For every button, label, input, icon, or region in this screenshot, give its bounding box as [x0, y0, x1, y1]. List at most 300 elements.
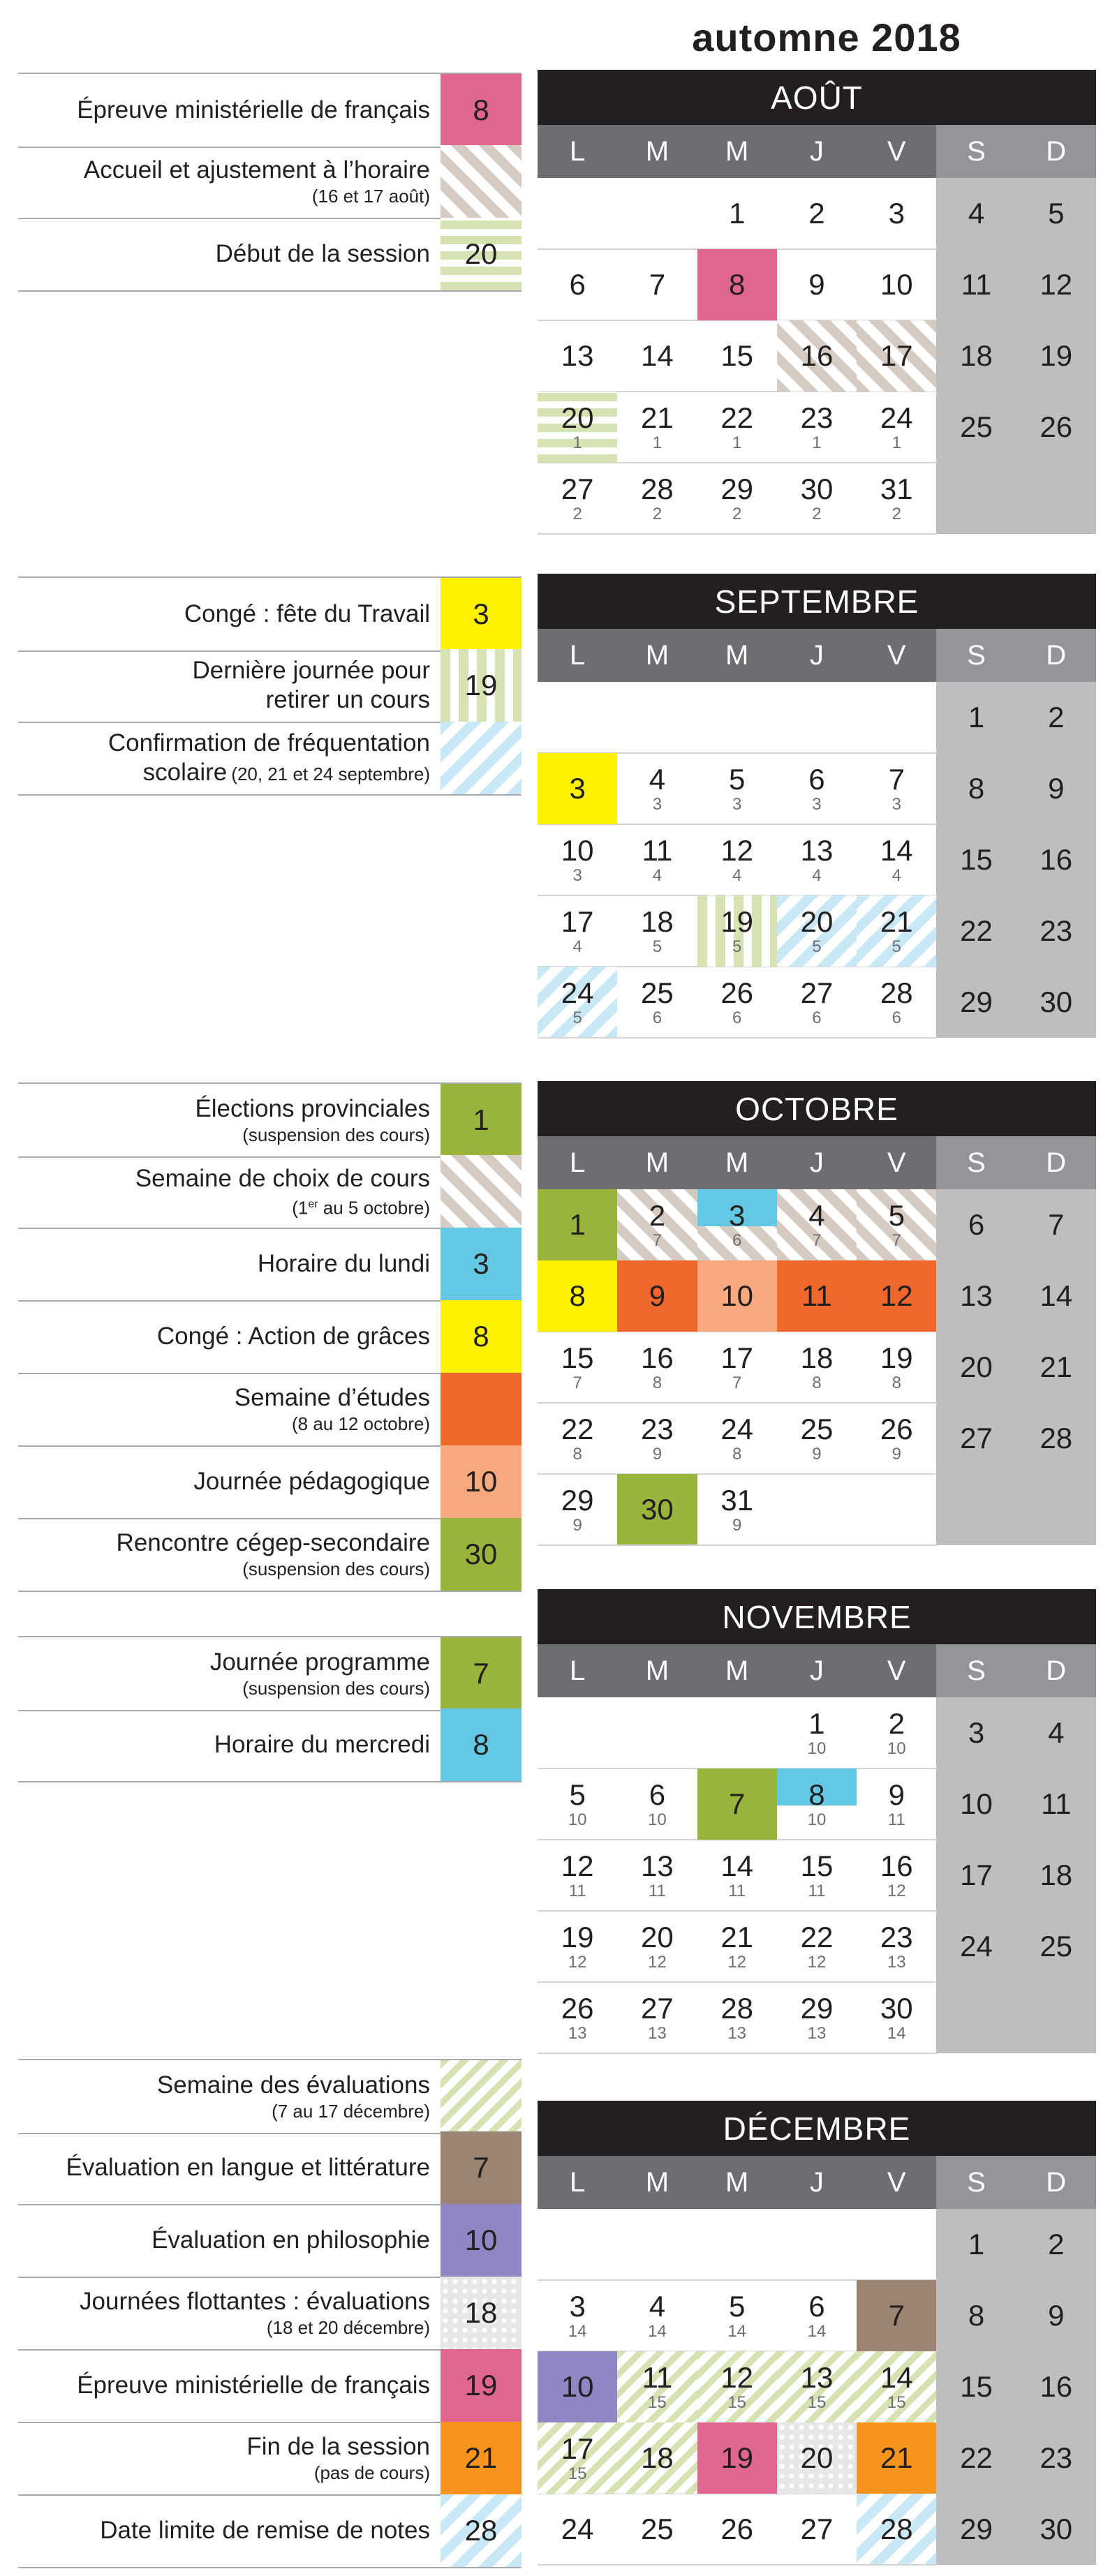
day-number: 19 [880, 1341, 913, 1374]
day-number: 17 [561, 2432, 594, 2465]
legend-swatch-number: 20 [464, 237, 498, 270]
day-cell [697, 249, 777, 320]
weekday-header: M [697, 2156, 777, 2209]
legend-swatch [441, 1300, 521, 1373]
day-number: 8 [569, 1279, 586, 1312]
weekday-header-row [538, 2156, 1096, 2209]
day-cell [697, 1982, 777, 2053]
day-number: 1 [729, 197, 746, 230]
legend-swatch-number: 8 [473, 1320, 489, 1353]
legend-label [18, 145, 430, 218]
day-cell [1016, 1840, 1096, 1911]
legend-item [18, 2277, 521, 2351]
legend-item [18, 73, 521, 148]
day-number: 20 [960, 1350, 993, 1383]
day-number: 21 [880, 2441, 913, 2474]
day-number: 5 [1048, 197, 1065, 230]
day-number: 28 [880, 976, 913, 1009]
day-number: 15 [720, 339, 754, 372]
day-cell [1016, 178, 1096, 249]
day-number: 25 [641, 2512, 674, 2545]
legend-item [18, 145, 521, 219]
day-cell [617, 1260, 697, 1332]
day-number: 13 [960, 1279, 993, 1312]
day-cell [1016, 1911, 1096, 1982]
month-bottom-line [538, 533, 937, 535]
week-number: 8 [892, 1373, 901, 1392]
day-cell [1016, 2209, 1096, 2280]
day-cell [697, 967, 777, 1038]
day-cell [697, 1769, 777, 1840]
week-number: 8 [572, 1445, 582, 1464]
day-number: 28 [720, 1992, 754, 2025]
legend-text: Dernière journée pour [192, 657, 430, 684]
month-bottom-line [538, 1544, 937, 1546]
day-number: 6 [968, 1208, 985, 1241]
week-number: 15 [648, 2393, 667, 2412]
week-number: 9 [572, 1516, 582, 1535]
day-number: 14 [641, 339, 674, 372]
legend-swatch-number: 10 [464, 2224, 498, 2256]
day-number: 13 [641, 1849, 674, 1882]
day-number: 26 [880, 1413, 913, 1445]
day-number: 8 [968, 772, 985, 805]
day-cell [538, 895, 617, 967]
day-number: 26 [1040, 410, 1073, 443]
week-number: 13 [727, 2024, 747, 2043]
day-cell [697, 1260, 777, 1332]
day-number: 10 [880, 268, 913, 301]
day-cell [936, 967, 1016, 1038]
day-cell [1016, 1403, 1096, 1474]
day-cell [617, 320, 697, 392]
day-cell [1016, 967, 1096, 1038]
day-cell [538, 1982, 617, 2053]
week-number: 6 [732, 1008, 742, 1027]
weekday-header: M [617, 1136, 697, 1189]
week-number: 3 [572, 866, 582, 885]
day-number: 18 [800, 1341, 834, 1374]
month-title: AOÛT [538, 70, 1096, 125]
day-cell [777, 1189, 857, 1260]
legend-item [18, 2349, 521, 2423]
day-cell [936, 1697, 1016, 1769]
day-cell [857, 249, 936, 320]
day-cell [538, 967, 617, 1038]
day-number: 27 [561, 472, 594, 505]
day-number: 10 [720, 1279, 754, 1312]
day-number: 11 [961, 268, 992, 301]
day-number: 3 [729, 1199, 746, 1232]
legend-item [18, 2422, 521, 2496]
legend-subtext-part: au 5 octobre) [318, 1197, 430, 1219]
legend-subtext: (suspension des cours) [242, 1678, 430, 1699]
week-number: 9 [732, 1516, 742, 1535]
day-cell [1016, 320, 1096, 392]
week-number: 1 [812, 433, 822, 452]
day-cell [617, 249, 697, 320]
day-number: 24 [880, 401, 913, 434]
day-number: 28 [880, 2512, 913, 2545]
day-cell [777, 824, 857, 895]
legend-swatch [441, 1228, 521, 1300]
month-calendar [538, 1589, 1096, 2053]
legend-item [18, 1373, 521, 1447]
day-cell [617, 895, 697, 967]
day-cell [1016, 1260, 1096, 1332]
week-number: 1 [732, 433, 742, 452]
day-number: 6 [808, 763, 825, 796]
legend-swatch-number: 7 [473, 2151, 489, 2184]
legend-swatch-number: 3 [473, 1247, 489, 1280]
day-cell [538, 1474, 617, 1545]
day-cell [857, 895, 936, 967]
day-cell [936, 1911, 1016, 1982]
week-number: 9 [812, 1445, 822, 1464]
day-cell [697, 1332, 777, 1403]
day-number: 8 [808, 1778, 825, 1811]
day-cell [617, 824, 697, 895]
day-number: 8 [968, 2299, 985, 2332]
legend-subtext: (18 et 20 décembre) [266, 2317, 430, 2338]
day-number: 11 [642, 834, 673, 867]
legend-swatch-number: 8 [473, 94, 489, 126]
week-number: 11 [808, 1882, 826, 1900]
day-number: 30 [1040, 985, 1073, 1018]
day-number: 8 [729, 268, 746, 301]
weekday-header: D [1016, 1644, 1096, 1697]
day-number: 22 [720, 401, 754, 434]
legend-subtext: (7 au 17 décembre) [272, 2101, 430, 2122]
day-cell [777, 2351, 857, 2422]
legend-text: Journée pédagogique [193, 1468, 430, 1495]
legend-swatch [441, 2277, 521, 2349]
week-number: 6 [732, 1231, 742, 1250]
day-cell [697, 1911, 777, 1982]
legend-swatch [441, 2349, 521, 2422]
month-title: OCTOBRE [538, 1081, 1096, 1136]
day-cell [857, 1982, 936, 2053]
legend-text: Semaine d’études [234, 1384, 430, 1411]
day-number: 22 [561, 1413, 594, 1445]
day-number: 24 [720, 1413, 754, 1445]
day-cell [1016, 392, 1096, 463]
week-number: 7 [892, 1231, 901, 1250]
day-number: 12 [880, 1279, 913, 1312]
day-cell [617, 967, 697, 1038]
day-number: 22 [960, 2441, 993, 2474]
legend-item [18, 2059, 521, 2134]
legend-swatch [441, 1518, 521, 1591]
weekday-header: D [1016, 2156, 1096, 2209]
legend-swatch [441, 1637, 521, 1710]
day-cell [617, 753, 697, 824]
week-number: 14 [727, 2322, 747, 2341]
day-cell [617, 2280, 697, 2351]
day-cell [1016, 895, 1096, 967]
day-cell [777, 1332, 857, 1403]
week-number: 5 [732, 937, 742, 956]
day-cell [538, 392, 617, 463]
day-number: 21 [641, 401, 674, 434]
legend-subtext: (suspension des cours) [242, 1124, 430, 1145]
day-cell [697, 178, 777, 249]
day-number: 5 [729, 2290, 746, 2323]
month-grid [538, 2209, 1096, 2565]
week-number: 2 [652, 505, 663, 523]
day-number: 17 [960, 1859, 993, 1891]
day-cell [538, 2422, 617, 2494]
day-number: 31 [880, 472, 913, 505]
week-number: 13 [568, 2024, 587, 2043]
day-cell [777, 753, 857, 824]
legend-text-line2 [266, 685, 430, 715]
day-number: 23 [1040, 2441, 1073, 2474]
day-number: 6 [649, 1778, 666, 1811]
week-number: 6 [892, 1008, 901, 1027]
legend-swatch-number: 30 [464, 1538, 498, 1570]
day-number: 25 [1040, 1930, 1073, 1963]
day-cell [1016, 1697, 1096, 1769]
week-number: 4 [652, 866, 663, 885]
day-cell [857, 2422, 936, 2494]
day-number: 29 [561, 1484, 594, 1517]
day-cell [617, 392, 697, 463]
day-cell [857, 2280, 936, 2351]
week-number: 13 [648, 2024, 667, 2043]
day-number: 26 [720, 976, 754, 1009]
legend-swatch-number: 19 [464, 669, 498, 701]
weekday-header: S [936, 125, 1016, 178]
week-number: 1 [892, 433, 901, 452]
day-cell [936, 178, 1016, 249]
day-cell [936, 753, 1016, 824]
legend-label [18, 1445, 430, 1518]
day-cell [617, 1982, 697, 2053]
legend-swatch [441, 2422, 521, 2494]
legend-subtext: (20, 21 et 24 septembre) [231, 764, 430, 784]
day-number: 30 [641, 1493, 674, 1526]
day-cell [617, 2351, 697, 2422]
day-number: 11 [801, 1279, 832, 1312]
weekday-header: V [857, 629, 936, 682]
day-number: 30 [800, 472, 834, 505]
day-number: 18 [641, 2441, 674, 2474]
month-title: DÉCEMBRE [538, 2101, 1096, 2156]
legend-label [18, 1373, 430, 1445]
legend-item [18, 1228, 521, 1302]
day-number: 19 [720, 905, 754, 938]
day-cell [936, 895, 1016, 967]
weekday-header: S [936, 629, 1016, 682]
day-number: 16 [1040, 2370, 1073, 2403]
day-number: 12 [561, 1849, 594, 1882]
day-number: 19 [561, 1921, 594, 1953]
week-number: 8 [732, 1445, 742, 1464]
day-cell [857, 463, 936, 534]
week-number: 3 [652, 795, 663, 814]
legend-item [18, 2204, 521, 2278]
week-number: 12 [727, 1953, 747, 1972]
legend-label [18, 2131, 430, 2204]
day-cell [697, 2280, 777, 2351]
day-cell [1016, 249, 1096, 320]
day-cell [777, 1769, 857, 1840]
day-cell [936, 2351, 1016, 2422]
day-number: 12 [720, 834, 754, 867]
legend-swatch-number: 10 [464, 1465, 498, 1498]
legend-swatch [441, 722, 521, 794]
day-number: 18 [960, 339, 993, 372]
legend-label [18, 2204, 430, 2277]
legend-swatch-number: 7 [473, 1657, 489, 1690]
day-number: 3 [968, 1716, 985, 1749]
legend-label [18, 578, 430, 650]
weekday-header-row [538, 1136, 1096, 1189]
day-cell [538, 1911, 617, 1982]
day-number: 25 [960, 410, 993, 443]
day-number: 1 [808, 1707, 825, 1740]
day-cell [538, 249, 617, 320]
weekday-header: M [617, 125, 697, 178]
week-number: 7 [572, 1373, 582, 1392]
day-number: 7 [888, 2299, 905, 2332]
legend-label [18, 1708, 430, 1781]
week-number: 7 [652, 1231, 663, 1250]
day-cell [697, 392, 777, 463]
day-number: 12 [720, 2361, 754, 2394]
week-number: 3 [892, 795, 901, 814]
day-cell [538, 1189, 617, 1260]
legend-text-line2 [143, 758, 430, 787]
legend-swatch [441, 2131, 521, 2204]
day-cell [697, 463, 777, 534]
day-cell [857, 1769, 936, 1840]
day-cell [617, 1332, 697, 1403]
day-number: 28 [641, 472, 674, 505]
week-number: 12 [887, 1882, 906, 1900]
legend-text: Confirmation de fréquentation [108, 729, 430, 757]
weekday-header: J [777, 1136, 857, 1189]
legend-item [18, 649, 521, 723]
day-cell [857, 824, 936, 895]
day-number: 23 [800, 401, 834, 434]
day-cell [936, 2280, 1016, 2351]
legend-label [18, 1300, 430, 1373]
weekday-header: M [617, 2156, 697, 2209]
week-number: 10 [568, 1810, 587, 1829]
day-number: 15 [561, 1341, 594, 1374]
week-number: 14 [648, 2322, 667, 2341]
weekday-header: S [936, 1136, 1016, 1189]
day-number: 25 [800, 1413, 834, 1445]
week-number: 15 [568, 2464, 587, 2483]
day-number: 18 [641, 905, 674, 938]
legend-text: Rencontre cégep-secondaire [116, 1529, 430, 1556]
month-calendar [538, 2101, 1096, 2565]
weekday-header: V [857, 125, 936, 178]
day-number: 25 [641, 976, 674, 1009]
legend-text: Semaine de choix de cours [135, 1164, 430, 1192]
day-cell [857, 1697, 936, 1769]
weekday-header: D [1016, 1136, 1096, 1189]
day-number: 9 [888, 1778, 905, 1811]
day-cell [936, 392, 1016, 463]
week-number: 3 [812, 795, 822, 814]
day-cell [617, 1911, 697, 1982]
legend-label [18, 2277, 430, 2349]
day-cell [857, 178, 936, 249]
weekday-header: M [697, 1136, 777, 1189]
legend-label [18, 2494, 430, 2567]
day-cell [777, 1840, 857, 1911]
legend-label [18, 1155, 430, 1228]
day-number: 6 [569, 268, 586, 301]
day-cell [617, 1403, 697, 1474]
weekday-header: J [777, 125, 857, 178]
day-cell [1016, 1332, 1096, 1403]
weekday-header: V [857, 1136, 936, 1189]
weekday-header: M [697, 1644, 777, 1697]
week-number: 2 [892, 505, 901, 523]
weekday-header: M [617, 629, 697, 682]
day-number: 14 [880, 2361, 913, 2394]
weekday-header: V [857, 1644, 936, 1697]
week-number: 12 [568, 1953, 587, 1972]
day-cell [936, 2494, 1016, 2565]
legend-item [18, 722, 521, 796]
month-bottom-line [538, 1037, 937, 1038]
day-number: 10 [561, 834, 594, 867]
day-number: 2 [888, 1707, 905, 1740]
weekday-header: D [1016, 629, 1096, 682]
day-cell [617, 2494, 697, 2565]
weekday-header: M [697, 125, 777, 178]
day-cell [617, 1840, 697, 1911]
week-number: 4 [892, 866, 901, 885]
day-cell [538, 824, 617, 895]
month-bottom-line [538, 2053, 937, 2054]
week-number: 15 [727, 2393, 747, 2412]
day-number: 10 [960, 1787, 993, 1820]
day-cell [777, 392, 857, 463]
legend-label [18, 722, 430, 794]
day-cell [936, 1769, 1016, 1840]
weekday-header-row [538, 629, 1096, 682]
legend-swatch [441, 145, 521, 218]
day-number: 23 [880, 1921, 913, 1953]
day-cell [857, 753, 936, 824]
legend-subtext: (suspension des cours) [242, 1558, 430, 1579]
day-number: 7 [888, 763, 905, 796]
day-cell [936, 1189, 1016, 1260]
week-number: 5 [892, 937, 901, 956]
week-number: 4 [812, 866, 822, 885]
day-cell [936, 320, 1016, 392]
day-cell [936, 824, 1016, 895]
day-cell [857, 1911, 936, 1982]
legend-text: Épreuve ministérielle de français [77, 2372, 430, 2399]
legend-swatch-number: 19 [464, 2369, 498, 2402]
day-number: 27 [800, 976, 834, 1009]
day-number: 13 [800, 834, 834, 867]
day-number: 21 [720, 1921, 754, 1953]
day-number: 22 [800, 1921, 834, 1953]
legend-text: Date limite de remise de notes [100, 2517, 430, 2544]
legend-label [18, 1228, 430, 1300]
legend-label [18, 2060, 430, 2133]
day-number: 23 [1040, 914, 1073, 947]
